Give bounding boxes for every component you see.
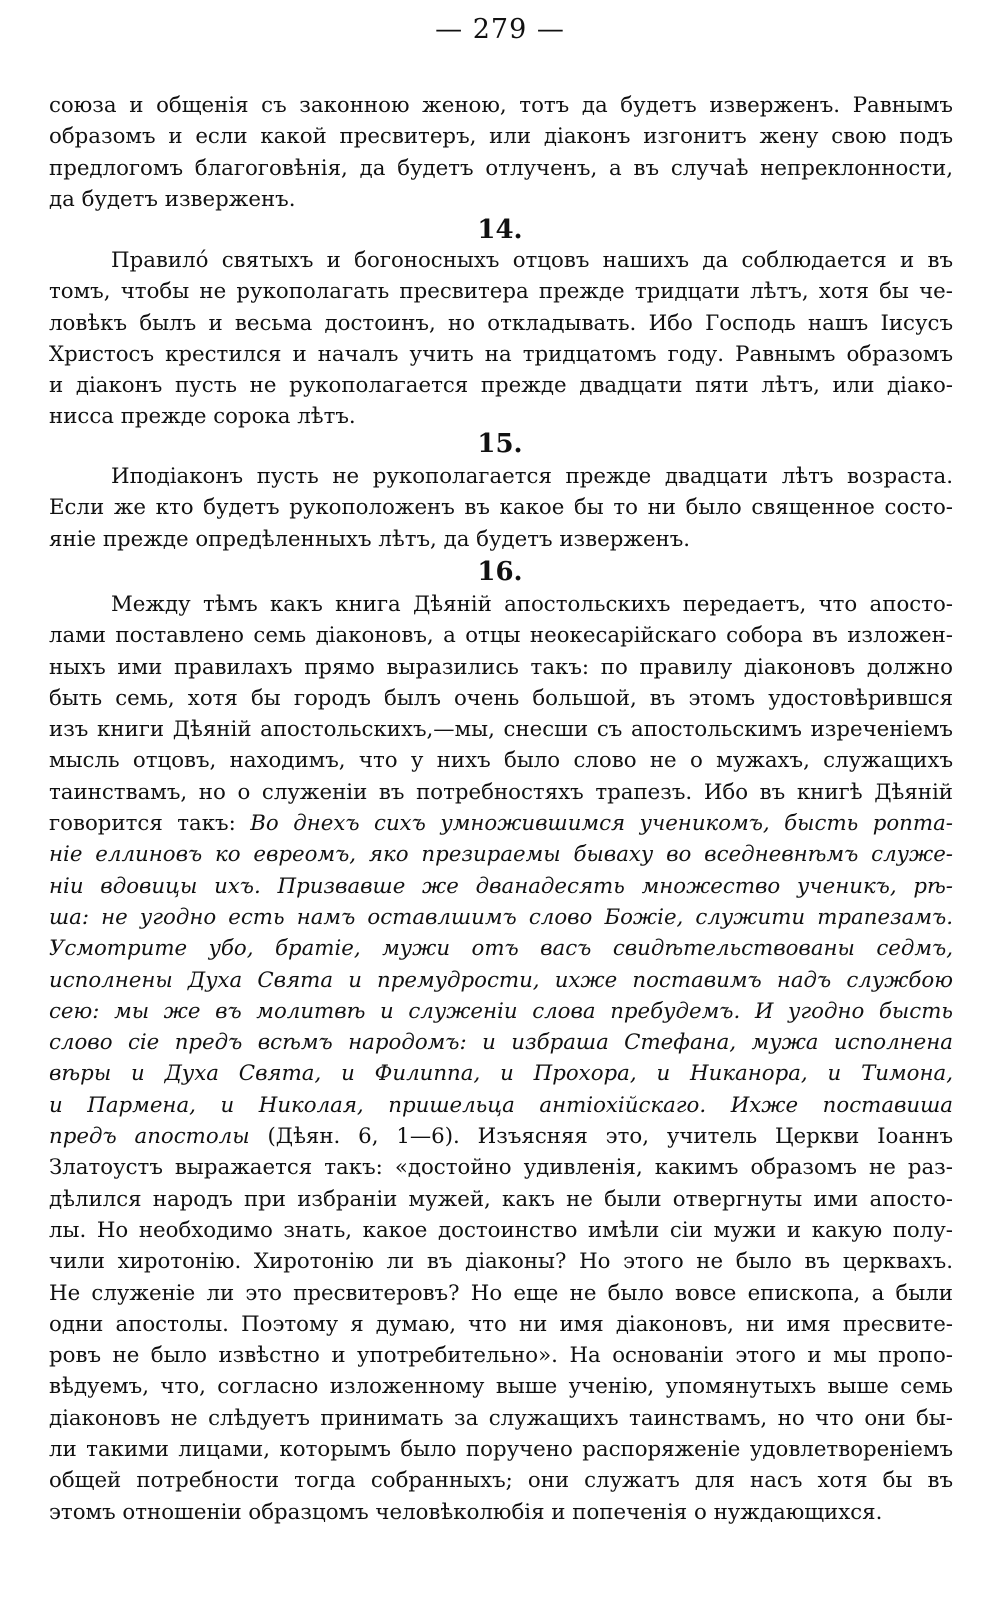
text-line: ровъ не было извѣстно и употребительно». На основаніи этого и мы пропо- <box>49 1343 953 1369</box>
text-line: лы. Но необходимо знать, какое достоинство имѣли сіи мужи и какую полу- <box>49 1217 953 1243</box>
quote-line: вѣры и Духа Свята, и Филиппа, и Прохора, и Никанора, и Тимона, <box>49 1061 953 1087</box>
page-number: — 279 — <box>435 14 565 45</box>
text-line: чили хиротонію. Хиротонію ли въ діаконы? Но этого не было въ церквахъ. <box>49 1249 953 1275</box>
quote-line: слово сіе предъ всѣмъ народомъ: и избраша Стефана, мужа исполнена <box>49 1030 953 1056</box>
text-line: мысль отцовъ, находимъ, что у нихъ было слово не о мужахъ, служащихъ <box>49 748 953 774</box>
quote-line: ніе еллиновъ ко евреомъ, яко презираемы бываху во вседневнѣмъ служе- <box>49 842 953 868</box>
text-line <box>49 808 953 839</box>
canon-15-heading: 15. <box>477 429 523 459</box>
quote-line: ніи вдовицы ихъ. Призвавше же дванадесять множество ученикъ, рѣ- <box>49 873 953 899</box>
text-line: Между тѣмъ какъ книга Дѣяній апостольскихъ передаетъ, что апосто- <box>111 592 953 617</box>
text-line: Не служеніе ли это пресвитеровъ? Но еще не было вовсе епископа, а были <box>49 1280 953 1306</box>
canon-14-heading: 14. <box>477 215 523 245</box>
canon-14-paragraph <box>49 245 953 433</box>
canon-16-heading: 16. <box>477 557 523 587</box>
text-line: да будетъ изверженъ. <box>49 186 296 212</box>
text-line: Златоустъ выражается такъ: «достойно удивленія, какимъ образомъ не раз- <box>49 1155 953 1181</box>
text-line: образомъ и если какой пресвитеръ, или діаконъ изгонитъ жену свою подъ <box>49 124 953 150</box>
canon-15-paragraph <box>49 461 953 555</box>
text-line: ловѣкъ былъ и весьма достоинъ, но откладывать. Ибо Господь нашъ Іисусъ <box>49 310 953 336</box>
text-line: изъ книги Дѣяній апостольскихъ,—мы, снесши съ апостольскимъ изреченіемъ <box>49 717 953 743</box>
text-line: Христосъ крестился и началъ учить на тридцатомъ году. Равнымъ образомъ <box>49 341 953 367</box>
text-line: дѣлился народъ при избраніи мужей, какъ не были отвергнуты ими апосто- <box>49 1186 953 1212</box>
text-line: лами поставлено семь діаконовъ, а отцы неокесарійскаго собора въ изложен- <box>49 623 953 649</box>
text-line: діаконовъ не слѣдуетъ принимать за служащихъ таинствамъ, но что они бы- <box>49 1405 953 1431</box>
text-line: нисса прежде сорока лѣтъ. <box>49 404 356 430</box>
text-line: ли такими лицами, которымъ было поручено распоряженіе удовлетвореніемъ <box>49 1437 953 1463</box>
quote-line: Усмотрите убо, братіе, мужи отъ васъ свидѣтельствованы седмъ, <box>49 936 953 962</box>
text-line: предлогомъ благоговѣнія, да будетъ отлученъ, а въ случаѣ непреклонности, <box>49 155 953 181</box>
text-line: общей потребности тогда собранныхъ; они служатъ для насъ хотя бы въ <box>49 1468 953 1494</box>
quote-span: Во днехъ сихъ умножившимся ученикомъ, бысть ропта- <box>250 811 953 837</box>
text-line: вѣдуемъ, что, согласно изложенному выше ученію, упомянутыхъ выше семь <box>49 1374 953 1400</box>
text-line: одни апостолы. Поэтому я думаю, что ни имя діаконовъ, ни имя пресвите- <box>49 1311 953 1337</box>
text-line: ныхъ ими правилахъ прямо выразились такъ: по правилу діаконовъ должно <box>49 654 953 680</box>
quote-line: ша: не угодно есть намъ оставлшимъ слово Божіе, служити трапезамъ. <box>49 904 953 930</box>
quote-span: предъ апостолы <box>49 1124 250 1150</box>
text-line: быть семь, хотя бы городъ былъ очень большой, въ этомъ удостовѣрившся <box>49 685 953 711</box>
text-span: (Дѣян. 6, 1—6). Изъясняя это, учитель Церкви Іоаннъ <box>249 1124 954 1150</box>
quote-line: и Пармена, и Николая, пришельца антіохійскаго. Ихже поставиша <box>49 1092 953 1118</box>
quote-line: исполнены Духа Свята и премудрости, ихже поставимъ надъ службою <box>49 967 953 993</box>
canon-16-paragraph <box>49 589 953 1528</box>
text-span: говорится такъ: <box>49 811 251 837</box>
text-line <box>49 1121 953 1152</box>
text-line: этомъ отношеніи образцомъ человѣколюбія и попеченія о нуждающихся. <box>49 1499 883 1525</box>
quote-line: сею: мы же въ молитвѣ и служеніи слова пребудемъ. И угодно бысть <box>49 998 953 1024</box>
text-line: Если же кто будетъ рукоположенъ въ какое бы то ни было священное состо- <box>49 495 953 521</box>
text-line: и діаконъ пусть не рукополагается прежде двадцати пяти лѣтъ, или діако- <box>49 373 953 399</box>
text-line: союза и общенія съ законною женою, тотъ да будетъ изверженъ. Равнымъ <box>49 93 953 118</box>
intro-paragraph <box>49 90 953 215</box>
text-line: яніе прежде опредѣленныхъ лѣтъ, да будетъ изверженъ. <box>49 526 691 552</box>
text-line: томъ, чтобы не рукополагать пресвитера прежде тридцати лѣтъ, хотя бы че- <box>49 279 953 305</box>
text-line: таинствамъ, но о служеніи въ потребностяхъ трапезъ. Ибо въ книгѣ Дѣяній <box>49 779 953 805</box>
text-line: Иподіаконъ пусть не рукополагается прежде двадцати лѣтъ возраста. <box>111 464 953 489</box>
text-line: Правило́ святыхъ и богоносныхъ отцовъ нашихъ да соблюдается и въ <box>111 248 953 273</box>
